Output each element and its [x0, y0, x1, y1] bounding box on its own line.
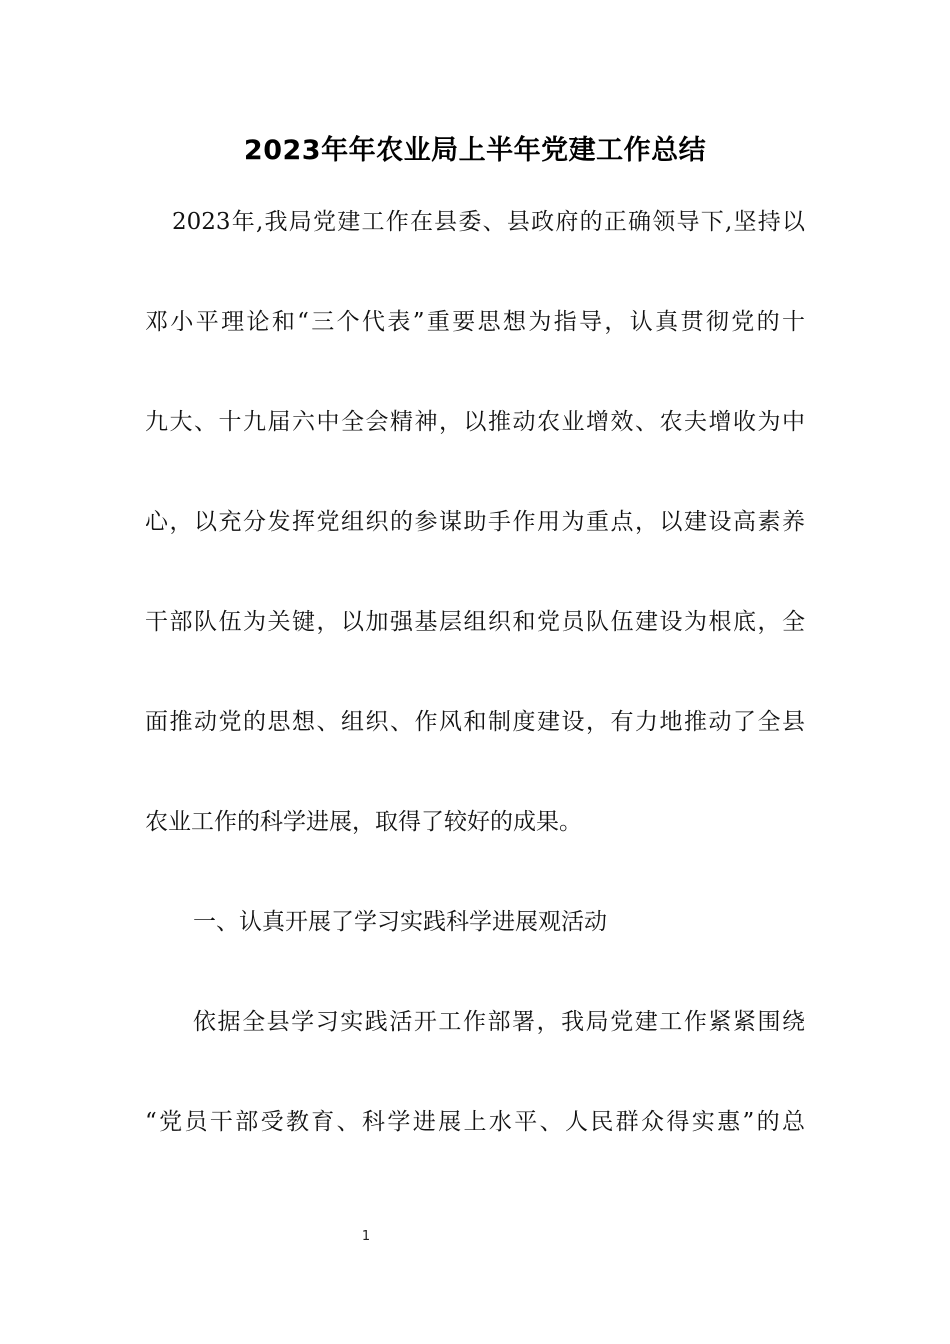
section-heading: 一、认真开展了学习实践科学进展观活动 — [193, 909, 607, 935]
paragraph-line: 依据全县学习实践活开工作部署，我局党建工作紧紧围绕 — [193, 1009, 805, 1035]
paragraph-line: 邓小平理论和“三个代表”重要思想为指导，认真贯彻党的十 — [145, 309, 805, 335]
paragraph-line: 心，以充分发挥党组织的参谋助手作用为重点，以建设高素养 — [145, 509, 805, 535]
paragraph-line: 干部队伍为关键，以加强基层组织和党员队伍建设为根底，全 — [145, 609, 805, 635]
paragraph-line: 农业工作的科学进展，取得了较好的成果。 — [145, 809, 582, 835]
paragraph-line: 2023年,我局党建工作在县委、县政府的正确领导下,坚持以 — [172, 209, 805, 235]
paragraph-line: 面推动党的思想、组织、作风和制度建设，有力地推动了全县 — [145, 709, 805, 735]
paragraph-line: 九大、十九届六中全会精神，以推动农业增效、农夫增收为中 — [145, 409, 805, 435]
page-number: 1 — [361, 1229, 371, 1244]
paragraph-line: “党员干部受教育、科学进展上水平、人民群众得实惠”的总 — [145, 1109, 805, 1135]
document-title: 2023年年农业局上半年党建工作总结 — [243, 135, 707, 166]
